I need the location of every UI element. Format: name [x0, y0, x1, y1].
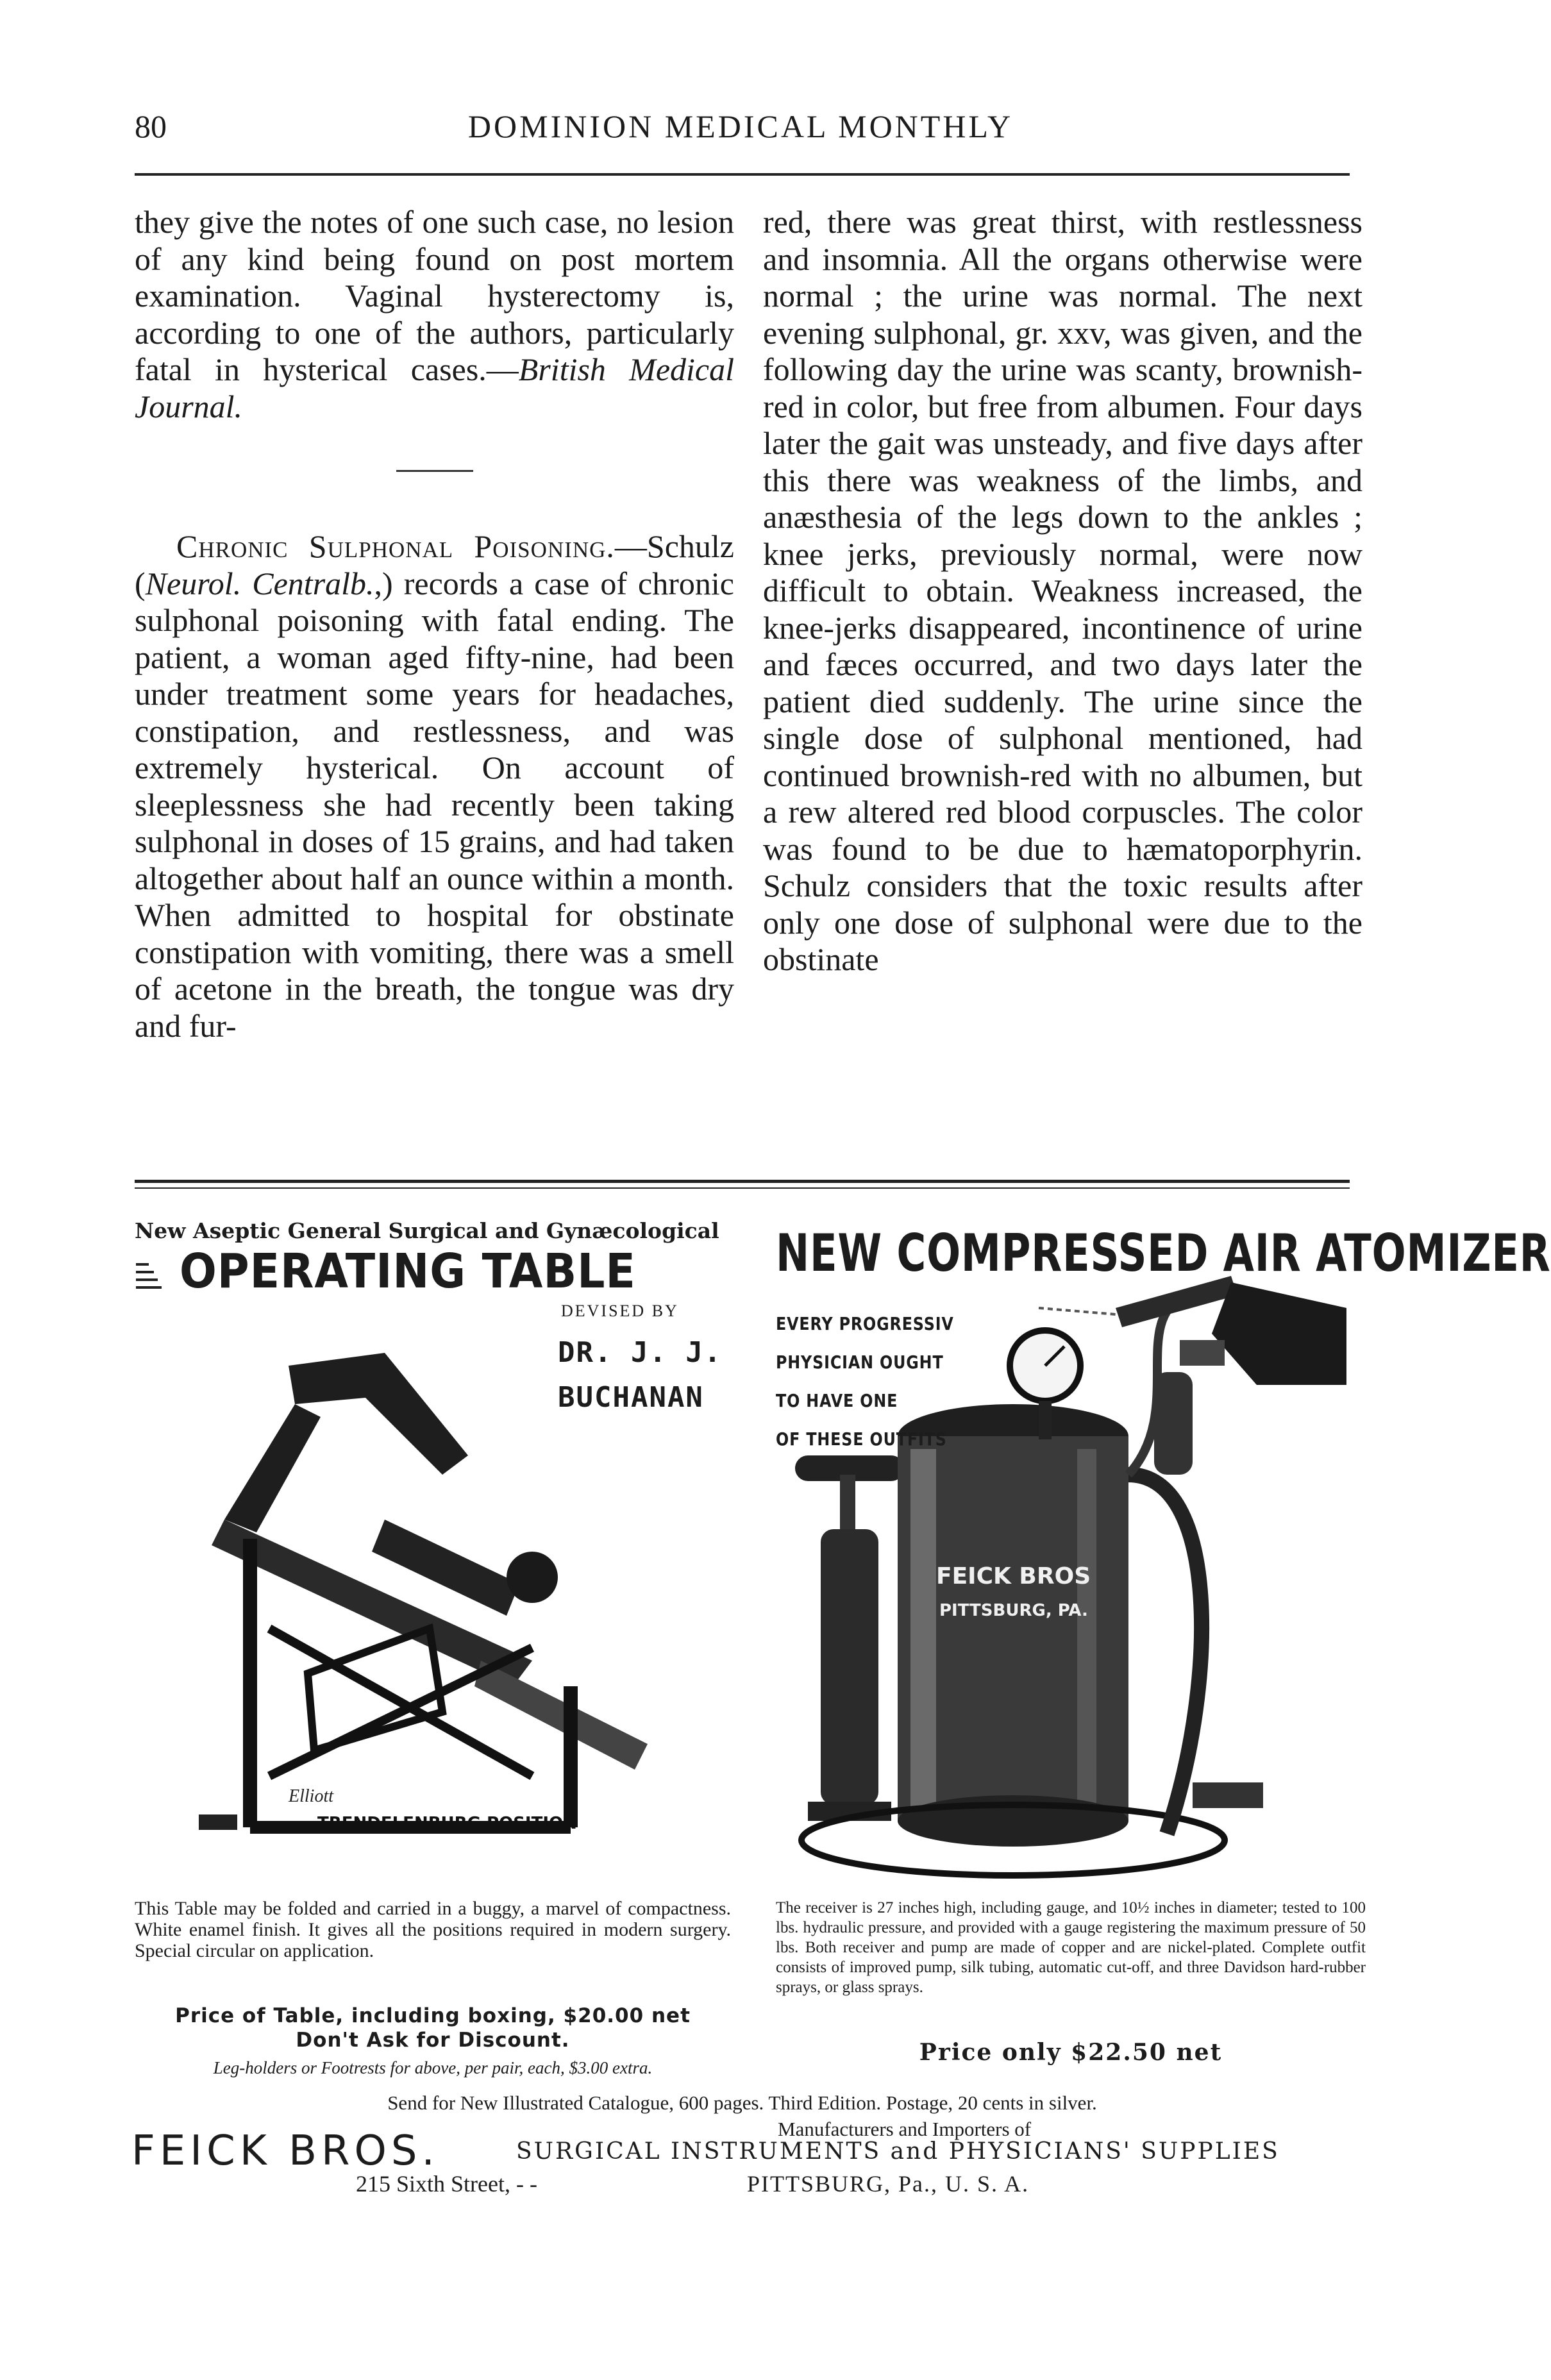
journal-reference: Neurol. Centralb. [145, 565, 374, 601]
no-discount-line: Don't Ask for Discount. [296, 2029, 570, 2052]
author-line-1: DR. J. J. [558, 1336, 723, 1369]
paragraph-hysterectomy [135, 204, 734, 425]
table-price-line: Price of Table, including boxing, $20.00 net [175, 2004, 691, 2027]
advertisement-rule-bottom [135, 1187, 1350, 1189]
paragraph-continuation: red, there was great thirst, with restlessness and insomnia. All the organs otherwise were normal ; the urine was normal. The next evening sulphonal, gr. xxv, was given, and the following day the urine was scanty, brownish-red in color, but free from albumen. Four days later the gait was unsteady, and five days after this there was weakness of the limbs, and anæsthesia of the legs down to the ankles ; knee jerks, previously normal, were now difficult to obtain. Weakness increased, the knee-jerks disappeared, incontinence of urine and fæces occurred, and two days later the patient died suddenly. The urine since the single dose of sulphonal mentioned, had continued brownish-red with no albumen, but a rew altered red blood corpuscles. The color was found to be due to hæmatoporphyrin. Schulz considers that the toxic results after only one dose of sulphonal were due to the obstinate [763, 204, 1362, 977]
journal-title: DOMINION MEDICAL MONTHLY [467, 108, 1014, 144]
atomizer-description: The receiver is 27 inches high, including gauge, and 10½ inches in diameter; tested to 100 lbs. hydraulic pressure, and provided with a gauge registering the maximum pressure of 50 lbs. Both receiver and pump are made of copper and are nickel-plated. Complete outfit consists of improved pump, silk tubing, automatic cut-off, and three Davidson hard-rubber sprays, or glass sprays. [776, 1899, 1366, 1996]
ad-headline-atomizer: NEW COMPRESSED AIR ATOMIZER [776, 1223, 1551, 1283]
manufacturers-line: Manufacturers and Importers of [778, 2118, 1032, 2140]
tank-label-2: PITTSBURG, PA. [939, 1601, 1088, 1620]
paragraph-sulphonal [135, 528, 734, 1044]
author-line-2: BUCHANAN [558, 1381, 704, 1414]
section-divider [396, 470, 473, 472]
mini-table-icon [135, 1257, 170, 1292]
paragraph-hysterectomy-text: they give the notes of one such case, no lesion of any kind being found on post mortem examination. Vaginal hysterectomy is, according to one of the authors, particularly fatal in hysterical cases.— [135, 204, 734, 387]
trade-line: SURGICAL INSTRUMENTS and PHYSICIANS' SUPPLIES [516, 2138, 1280, 2165]
firm-name: FEICK BROS. [131, 2127, 439, 2175]
advertisement-rule-top [135, 1180, 1350, 1183]
article-left-column [135, 204, 734, 1044]
article-right-column [763, 204, 1362, 978]
source-citation: British Medical Journal. [135, 351, 734, 424]
artist-signature: Elliott [289, 1786, 333, 1806]
ad-headline-operating-table: OPERATING TABLE [180, 1244, 636, 1299]
ad-kicker: New Aseptic General Surgical and Gynæcological [135, 1218, 719, 1243]
tagline-line-1: EVERY PROGRESSIV [776, 1313, 954, 1334]
atomizer-tagline [776, 1305, 954, 1459]
table-price [135, 2004, 731, 2052]
operating-table-illustration [173, 1327, 737, 1834]
paragraph-sulphonal-rest: ,) records a case of chronic sulphonal poisoning with fatal ending. The patient, a woman aged fifty-nine, had been under treatment some years for headaches, constipation, and restlessness, and was extremely hysterical. On account of sleeplessness she had recently been taking sulphonal in doses of 15 grains, and had taken altogether about half an ounce within a month. When admitted to hospital for obstinate constipation with vomiting, there was a smell of acetone in the breath, the tongue was dry and fur- [135, 565, 734, 1044]
table-description: This Table may be folded and carried in a buggy, a marvel of compactness. White enamel finish. It gives all the positions required in modern surgery. Special circular on application. [135, 1898, 731, 1961]
tagline-line-2: PHYSICIAN OUGHT [776, 1352, 944, 1373]
catalogue-notice: Send for New Illustrated Catalogue, 600 pages. Third Edition. Postage, 20 cents in silver. [387, 2091, 1097, 2114]
devised-by-label: DEVISED BY [561, 1302, 679, 1320]
tagline-line-3: TO HAVE ONE [776, 1390, 898, 1411]
running-header [135, 108, 1346, 153]
table-brand-label: FEICK BROS. [284, 1525, 348, 1563]
leg-holders-note: Leg-holders or Footrests for above, per pair, each, $3.00 extra. [213, 2058, 653, 2077]
page-number: 80 [135, 108, 167, 144]
tagline-line-4: OF THESE OUTFITS [776, 1429, 947, 1450]
atomizer-price: Price only $22.50 net [919, 2039, 1223, 2066]
city-address: PITTSBURG, Pa., U. S. A. [747, 2171, 1030, 2197]
tank-label-1: FEICK BROS [936, 1563, 1091, 1589]
header-rule [135, 173, 1350, 176]
position-caption: TRENDELENBURG POSITION [317, 1814, 577, 1833]
paragraph-sulphonal-start: —Schulz ( [135, 528, 734, 601]
street-address: 215 Sixth Street, - - [356, 2171, 537, 2197]
section-title: Chronic Sulphonal Poisoning. [176, 528, 615, 564]
